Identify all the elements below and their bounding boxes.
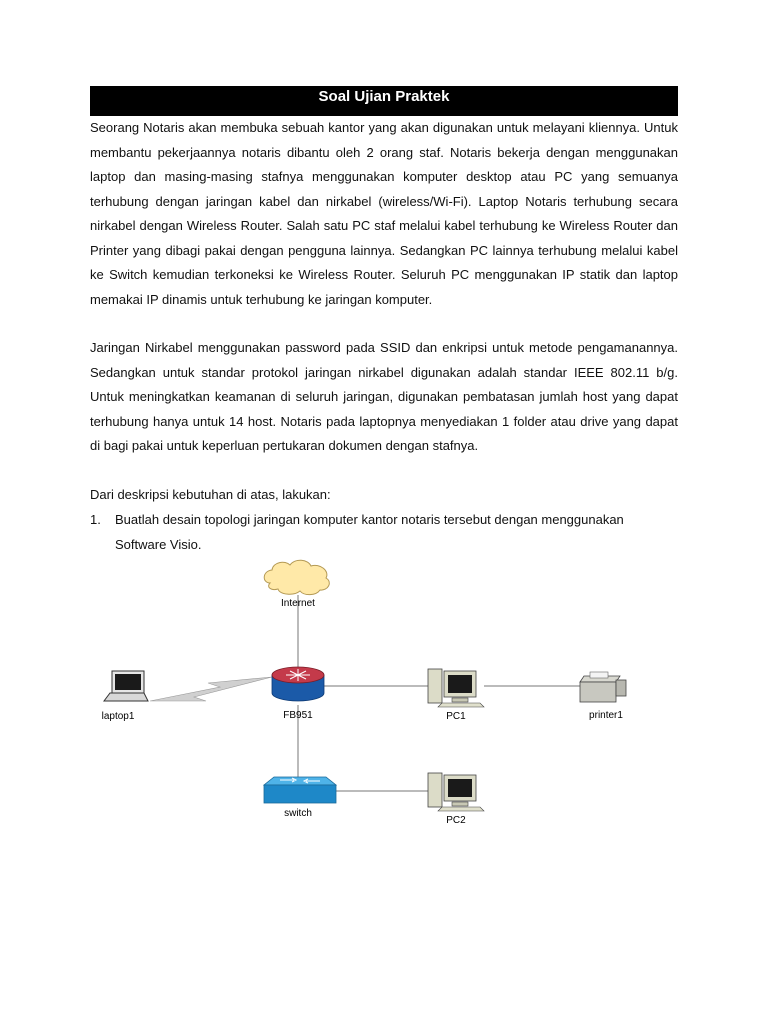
paragraph-1: [90, 116, 678, 312]
printer-icon: [580, 672, 626, 702]
list-item: [90, 507, 678, 557]
printer-label: printer1: [589, 710, 623, 721]
document-body: [90, 116, 678, 557]
paragraph-text: Seorang Notaris akan membuka sebuah kantor yang akan digunakan untuk melayani kliennya. Untuk membantu pekerjaannya notaris dibantu oleh 2 orang staf. Notaris bekerja dengan menggunakan laptop dan masing-masing stafnya menggunakan komputer desktop atau PC yang semuanya terhubung dengan jaringan kabel dan nirkabel (wireless/Wi-Fi). Laptop Notaris terhubung secara nirkabel dengan Wireless Router. Salah satu PC staf melalui kabel terhubung ke Wireless Router dan Printer yang dibagi pakai dengan pengguna lainnya. Sedangkan PC lainnya terhubung melalui kabel ke Switch kemudian terkoneksi ke Wireless Router. Seluruh PC menggunakan IP statik dan laptop memakai IP dinamis untuk terhubung ke jaringan komputer.: [90, 120, 678, 307]
laptop-label: laptop1: [101, 711, 135, 722]
router-label: FB951: [283, 710, 313, 721]
list-number: 1.: [90, 512, 101, 527]
router-icon: [272, 667, 324, 701]
wireless-link-icon: [150, 677, 272, 701]
pc2-label: PC2: [446, 815, 466, 826]
network-topology-diagram: [90, 555, 678, 845]
pc2-icon: [428, 773, 484, 811]
switch-icon: [264, 777, 336, 803]
paragraph-text: Jaringan Nirkabel menggunakan password pada SSID dan enkripsi untuk metode pengamanannya. Sedangkan untuk standar protokol jaringan nirkabel digunakan adalah standar IEEE 802.11 b/g. Untuk meningkatkan keamanan di seluruh jaringan, digunakan pembatasan jumlah host yang dapat terhubung hanya untuk 14 host. Notaris pada laptopnya menyediakan 1 folder atau drive yang dapat di bagi pakai untuk keperluan pertukaran dokumen dengan stafnya.: [90, 340, 678, 453]
list-text: Buatlah desain topologi jaringan komputer kantor notaris tersebut dengan menggunakan Software Visio.: [115, 512, 624, 552]
laptop-icon: [104, 671, 148, 701]
document-title: Soal Ujian Praktek: [90, 86, 678, 116]
internet-cloud-icon: [264, 560, 329, 594]
pc1-icon: [428, 669, 484, 707]
pc1-label: PC1: [446, 711, 466, 722]
list-intro: Dari deskripsi kebutuhan di atas, lakukan:: [90, 486, 331, 502]
paragraph-2: [90, 336, 678, 459]
internet-label: Internet: [281, 598, 315, 609]
switch-label: switch: [284, 808, 312, 819]
